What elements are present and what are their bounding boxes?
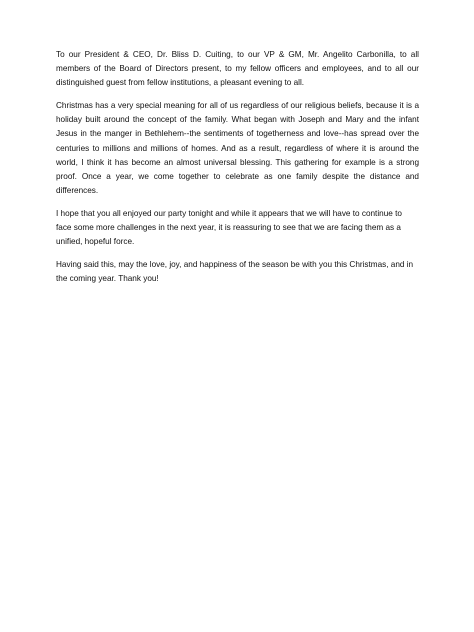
paragraph-closing: Having said this, may the love, joy, and happiness of the season be with you this Christmas, and in the coming year. Thank you! <box>56 260 414 284</box>
paragraph-party-hope: I hope that you all enjoyed our party tonight and while it appears that we will have to continue to face some more challenges in the next year, it is reassuring to see that we are facing them as a unified, hopeful force. <box>56 208 402 247</box>
paragraph-christmas-meaning: Christmas has a very special meaning for all of us regardless of our religious beliefs, because it is a holiday built around the concept of the family. What began with Joseph and Mary and the infant Jesus in the manger in Bethlehem--the sentiments of togetherness and love--has spread over the centuries to millions and millions of homes. And as a result, regardless of where it is around the world, I think it has become an almost universal blessing. This gathering for example is a strong proof. Once a year, we come together to celebrate as one family despite the distance and differences. <box>56 101 419 195</box>
paragraph-greeting: To our President & CEO, Dr. Bliss D. Cuiting, to our VP & GM, Mr. Angelito Carbonilla, to all members of the Board of Directors present, to my fellow officers and employees, and to all our distinguished guest from fellow institutions, a pleasant evening to all. <box>56 50 419 88</box>
document-body <box>56 48 419 295</box>
